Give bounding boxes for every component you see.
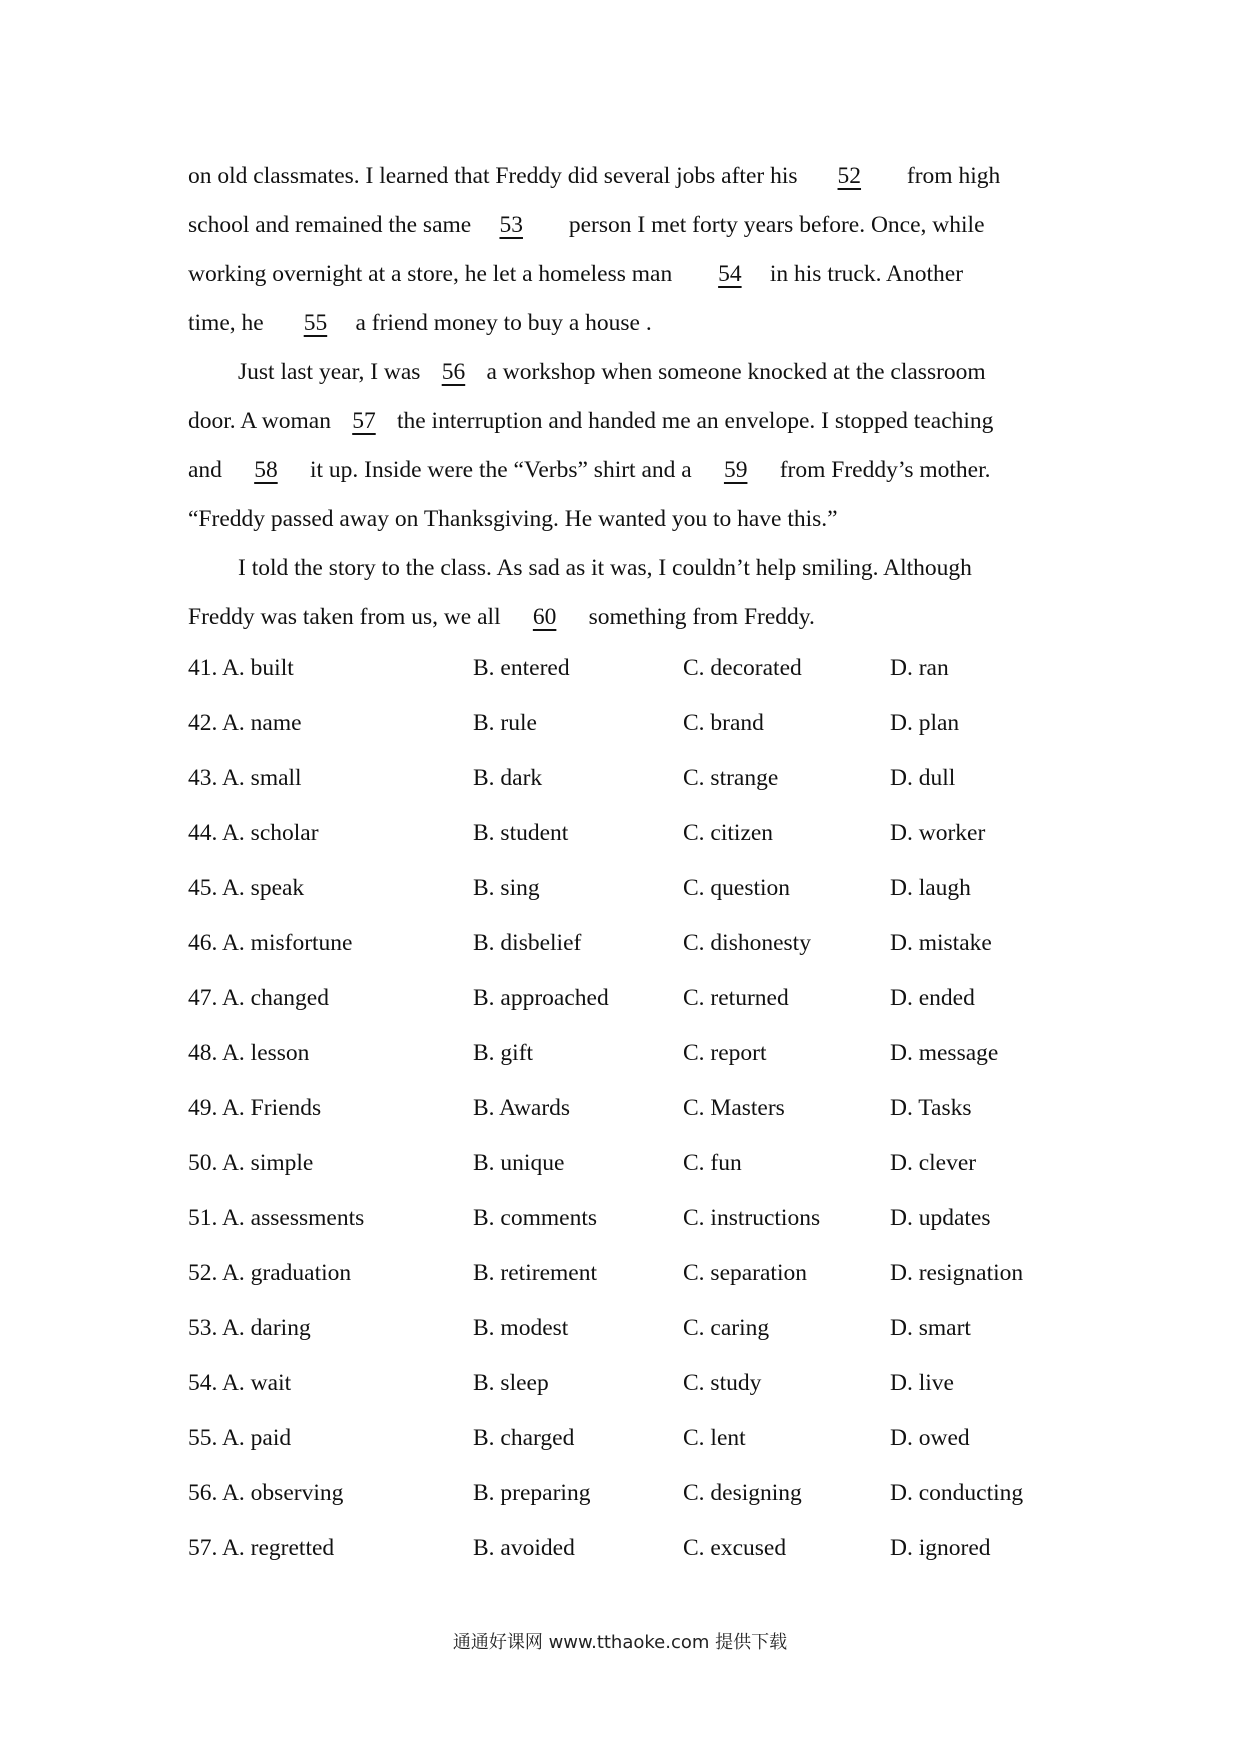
option-c: C. fun: [683, 1150, 742, 1176]
answer-blank: 58: [254, 457, 278, 483]
option-d: D. conducting: [890, 1480, 1024, 1506]
option-c: C. separation: [683, 1260, 807, 1286]
option-c: C. dishonesty: [683, 930, 811, 956]
option-b: B. charged: [473, 1425, 575, 1451]
passage-text: school and remained the same: [188, 212, 472, 238]
option-a: 55. A. paid: [188, 1425, 292, 1451]
option-d: D. ran: [890, 655, 949, 681]
option-c: C. caring: [683, 1315, 770, 1341]
option-c: C. brand: [683, 710, 764, 736]
option-c: C. strange: [683, 765, 779, 791]
passage-text: Freddy was taken from us, we all: [188, 604, 501, 630]
passage-text: person I met forty years before. Once, while: [568, 212, 985, 238]
passage-text: and: [188, 457, 222, 483]
option-b: B. student: [473, 820, 569, 846]
page-footer: 通通好课网 www.tthaoke.com 提供下载: [452, 1632, 788, 1653]
passage-line: [188, 250, 1058, 299]
option-c: C. study: [683, 1370, 762, 1396]
passage-text: it up. Inside were the “Verbs” shirt and a: [309, 457, 692, 483]
option-a: 51. A. assessments: [188, 1205, 365, 1231]
option-b: B. modest: [473, 1315, 569, 1341]
question-row: [188, 923, 1058, 978]
option-a: 44. A. scholar: [188, 820, 319, 846]
option-a: 49. A. Friends: [188, 1095, 322, 1121]
option-b: B. retirement: [473, 1260, 597, 1286]
question-row: [188, 813, 1058, 868]
option-d: D. updates: [890, 1205, 991, 1231]
option-d: D. resignation: [890, 1260, 1024, 1286]
answer-blank: 60: [532, 604, 557, 630]
option-d: D. ended: [890, 985, 975, 1011]
option-c: C. excused: [683, 1535, 787, 1561]
option-b: B. approached: [473, 985, 609, 1011]
question-row: [188, 1088, 1058, 1143]
passage-line: [188, 593, 1058, 642]
option-c: C. question: [683, 875, 791, 901]
passage-text: a workshop when someone knocked at the classroom: [486, 359, 986, 385]
question-row: [188, 648, 1058, 703]
question-row: [188, 758, 1058, 813]
question-row: [188, 978, 1058, 1033]
question-row: [188, 1308, 1058, 1363]
option-b: B. preparing: [473, 1480, 591, 1506]
answer-blank: 54: [718, 261, 742, 287]
option-c: C. citizen: [683, 820, 774, 846]
option-a: 57. A. regretted: [188, 1535, 335, 1561]
option-c: C. returned: [683, 985, 789, 1011]
option-b: B. dark: [473, 765, 543, 791]
option-d: D. Tasks: [890, 1095, 972, 1121]
answer-blank: 56: [441, 359, 466, 385]
question-row: [188, 1253, 1058, 1308]
passage-text: door. A woman: [188, 408, 331, 434]
option-a: 43. A. small: [188, 765, 302, 791]
question-row: [188, 868, 1058, 923]
option-c: C. lent: [683, 1425, 746, 1451]
question-row: [188, 703, 1058, 758]
option-a: 53. A. daring: [188, 1315, 311, 1341]
option-d: D. live: [890, 1370, 954, 1396]
option-d: D. mistake: [890, 930, 992, 956]
option-b: B. rule: [473, 710, 537, 736]
passage-line: [188, 348, 1058, 397]
option-a: 48. A. lesson: [188, 1040, 310, 1066]
option-c: C. instructions: [683, 1205, 821, 1231]
passage-line: [188, 397, 1058, 446]
passage-line: [188, 299, 1058, 348]
option-b: B. Awards: [473, 1095, 571, 1121]
question-row: [188, 1143, 1058, 1198]
option-d: D. ignored: [890, 1535, 991, 1561]
option-b: B. disbelief: [473, 930, 582, 956]
option-a: 50. A. simple: [188, 1150, 314, 1176]
option-a: 41. A. built: [188, 655, 294, 681]
passage-line: [188, 152, 1058, 201]
passage-text: from Freddy’s mother.: [779, 457, 991, 483]
answer-options: [188, 648, 1058, 1583]
passage-line: [188, 495, 1058, 544]
answer-blank: 59: [723, 457, 748, 483]
option-a: 46. A. misfortune: [188, 930, 353, 956]
option-b: B. unique: [473, 1150, 565, 1176]
option-a: 42. A. name: [188, 710, 302, 736]
passage-line: [188, 446, 1058, 495]
option-d: D. plan: [890, 710, 960, 736]
option-c: C. decorated: [683, 655, 802, 681]
passage-line: [188, 201, 1058, 250]
option-a: 56. A. observing: [188, 1480, 344, 1506]
option-d: D. clever: [890, 1150, 977, 1176]
option-b: B. comments: [473, 1205, 598, 1231]
question-row: [188, 1473, 1058, 1528]
passage-text: working overnight at a store, he let a homeless man: [188, 261, 673, 287]
option-d: D. dull: [890, 765, 956, 791]
answer-blank: 53: [499, 212, 523, 238]
passage-text: I told the story to the class. As sad as it was, I couldn’t help smiling. Although: [238, 555, 972, 581]
option-d: D. owed: [890, 1425, 970, 1451]
option-b: B. gift: [473, 1040, 534, 1066]
passage-text: time, he: [188, 310, 264, 336]
question-row: [188, 1418, 1058, 1473]
passage-text: in his truck. Another: [769, 261, 964, 287]
passage-line: [188, 544, 1058, 593]
option-c: C. Masters: [683, 1095, 785, 1121]
option-b: B. entered: [473, 655, 570, 681]
option-a: 47. A. changed: [188, 985, 329, 1011]
question-row: [188, 1198, 1058, 1253]
question-row: [188, 1528, 1058, 1583]
option-a: 45. A. speak: [188, 875, 305, 901]
passage-text: “Freddy passed away on Thanksgiving. He wanted you to have this.”: [188, 506, 838, 532]
question-row: [188, 1363, 1058, 1418]
option-c: C. report: [683, 1040, 767, 1066]
option-d: D. message: [890, 1040, 999, 1066]
option-a: 54. A. wait: [188, 1370, 292, 1396]
passage-text: Just last year, I was: [238, 359, 421, 385]
option-d: D. smart: [890, 1315, 971, 1341]
question-row: [188, 1033, 1058, 1088]
option-b: B. sing: [473, 875, 540, 901]
option-b: B. sleep: [473, 1370, 549, 1396]
answer-blank: 52: [837, 163, 862, 189]
option-d: D. worker: [890, 820, 986, 846]
answer-blank: 57: [352, 408, 376, 434]
passage-text: the interruption and handed me an envelope. I stopped teaching: [396, 408, 994, 434]
answer-blank: 55: [303, 310, 328, 336]
passage-text: from high: [906, 163, 1001, 189]
passage-text: on old classmates. I learned that Freddy did several jobs after his: [188, 163, 798, 189]
option-c: C. designing: [683, 1480, 802, 1506]
option-d: D. laugh: [890, 875, 971, 901]
option-b: B. avoided: [473, 1535, 575, 1561]
option-a: 52. A. graduation: [188, 1260, 352, 1286]
passage-text: a friend money to buy a house .: [355, 310, 652, 336]
passage-text: something from Freddy.: [588, 604, 815, 630]
cloze-passage: [188, 152, 1058, 642]
